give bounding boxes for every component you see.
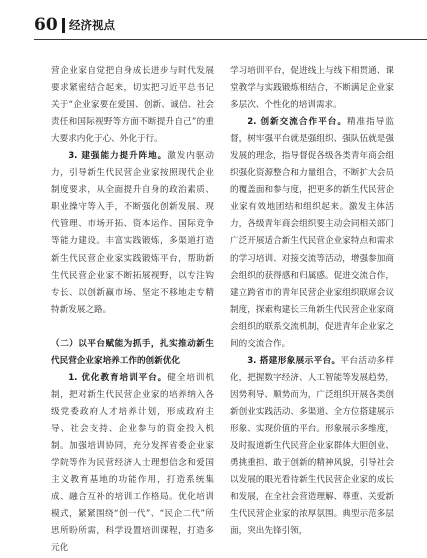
- left-paragraph-2: [51, 148, 214, 318]
- section-title: 经济视点: [69, 18, 115, 32]
- header-divider-bar: [62, 18, 65, 33]
- right-paragraph-1: 学习培训平台，促进线上与线下相贯通、课堂教学与实践锻炼相结合，不断满足企业家多层次、个性化的培训需求。: [230, 66, 394, 111]
- right-paragraph-2-lead: 2. 创新交流合作平台。: [247, 117, 347, 128]
- section-subheading: （二）以平台赋能为抓手，扎实推动新生代民营企业家培养工作的创新优化: [51, 338, 214, 366]
- left-paragraph-3-lead: 1. 优化教育培训平台。: [68, 372, 168, 383]
- left-paragraph-3: [51, 370, 214, 558]
- spacer: [51, 319, 214, 336]
- page-header: [34, 14, 427, 40]
- left-paragraph-2-lead: 3. 建强能力提升阵地。: [68, 151, 168, 162]
- right-column: [230, 63, 394, 540]
- right-paragraph-2: [230, 114, 394, 353]
- right-paragraph-3-body: 平台活动多样化，把握数字经济、人工智能等发展趋势，因势利导、顺势而为，广泛组织开展各类创新创业实践活动、多渠道、全方位搭建展示形象、实现价值的平台。形象展示多维度，及时报道新生代民营企业家群体大胆创业、勇挑重担、敢于创新的精神风貌，引导社会以发展的眼光看待新生代民营企业家的成长和发展，在全社会营造理解、尊重、关爱新生代民营企业家的浓厚氛围。典型示范多层面，突出先锋引领，: [230, 355, 394, 537]
- header-rule: [34, 39, 427, 40]
- left-paragraph-3-body: 健全培训机制，把对新生代民营企业家的培养纳入各级党委政府人才培养计划，形成政府主导、社会支持、企业参与的资金投入机制。加强培训协同，充分发挥省委企业家学院等作为民营经济人士理想信念和爱国主义教育基地的功能作用，打造系统集成、融合互补的培训工作格局。优化培训模式，紧紧围绕“创一代”、“民企二代”所思所盼所需，科学设置培训课程，打造多元化: [51, 372, 214, 554]
- left-paragraph-1: 营企业家自觉把自身成长进步与时代发展要求紧密结合起来，切实把习近平总书记关于“企业家要在爱国、创新、诚信、社会责任和国际视野等方面不断提升自己”的重大要求内化于心、外化于行。: [51, 66, 214, 145]
- right-paragraph-2-body: 精准指导监督，树牢强平台就是强组织、强队伍就是强发展的理念，指导督促各级各类青年商会组织强化资源整合和力量组合，不断扩大会员的覆盖面和参与度，把更多的新生代民营企业家有效地团结和组织起来。激发主体活力，各级青年商会组织要主动会同相关部门广泛开展适合新生代民营企业家特点和需求的学习培训、对接交流等活动，增强参加商会组织的获得感和归属感。促进交流合作，建立跨省市的青年民营企业家组织联席会议制度，探索构建长三角新生代民营企业家商会组织的联系交流机制，促进青年企业家之间的交流合作。: [230, 117, 394, 349]
- left-column: [51, 63, 214, 557]
- right-paragraph-3: [230, 353, 394, 541]
- left-paragraph-2-body: 激发内驱动力，引导新生代民营企业家按照现代企业制度要求，从全面提升自身的政治素质、职业操守等入手，不断强化创新发展、现代管理、市场开拓、资本运作、国际竞争等能力建设。丰富实践锻炼，多渠道打造新生代民营企业家实践锻炼平台，帮助新生代民营企业家不断拓展视野，以专注钩专长、以创新赢市场、坚定不移地走专精特新发展之路。: [51, 151, 214, 315]
- page-number: 60: [34, 15, 58, 35]
- right-paragraph-3-lead: 3. 搭建形象展示平台。: [247, 355, 341, 366]
